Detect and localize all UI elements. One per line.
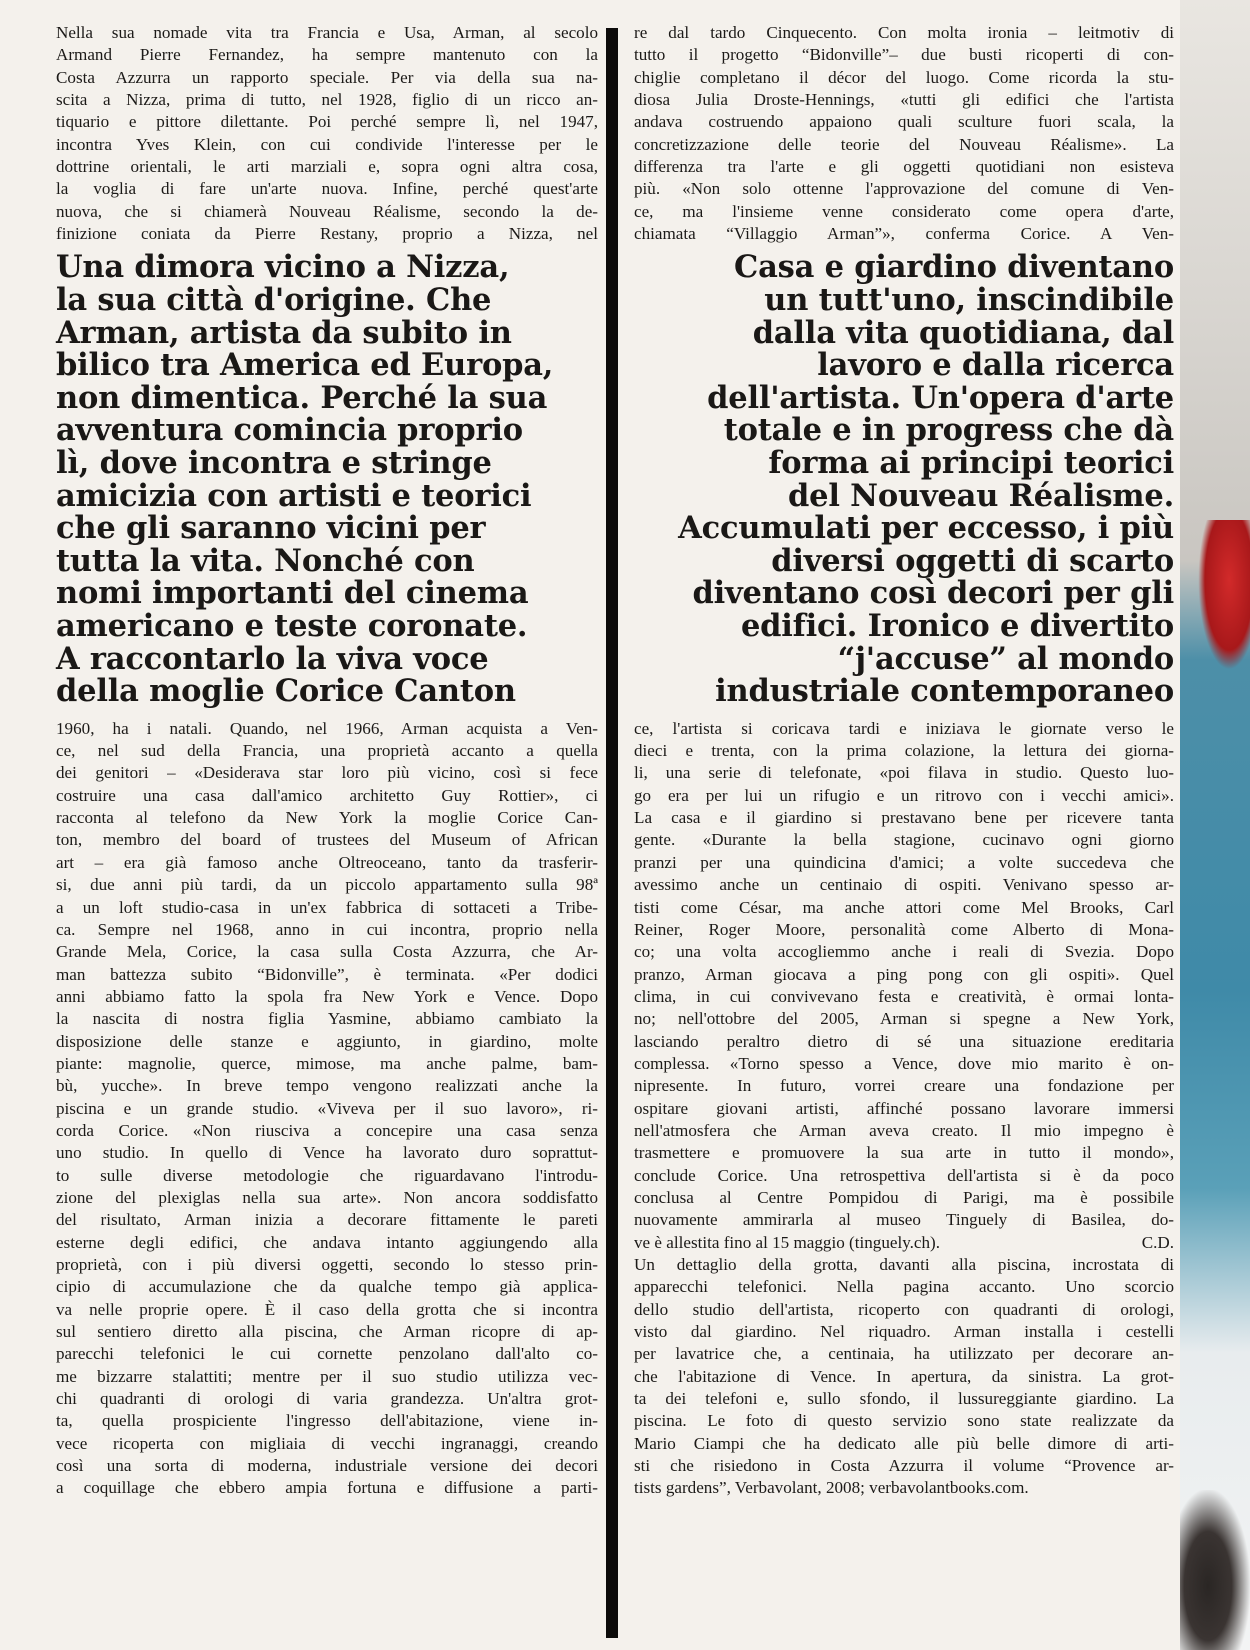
- text-line: ta dei telefoni e, sullo sfondo, il lussureggiante giardino. La: [634, 1389, 1174, 1409]
- text-line: vece ricoperta con migliaia di vecchi ingranaggi, creando: [56, 1433, 598, 1453]
- text-line: concretizzazione delle teorie del Nouveau Réalisme». La: [634, 134, 1174, 154]
- text-line: Costa Azzurra un rapporto speciale. Per via della sua na-: [56, 67, 598, 87]
- text-line: la voglia di fare un'arte nuova. Infine, perché quest'arte: [56, 179, 598, 199]
- pull-quote-line: dalla vita quotidiana, dal: [752, 314, 1174, 351]
- text-line: ce, nel sud della Francia, una proprietà accanto a quella: [56, 741, 598, 761]
- right-top-paragraph: [634, 22, 1174, 245]
- text-line: finizione coniata da Pierre Restany, proprio a Nizza, nel: [56, 224, 598, 244]
- text-line: differenza tra l'arte e gli oggetti quotidiani non esisteva: [634, 157, 1174, 177]
- text-line: tutto il progetto “Bidonville”– due busti ricoperti di con-: [634, 45, 1174, 65]
- pull-quote-line: lì, dove incontra e stringe: [56, 445, 492, 481]
- text-line: Armand Pierre Fernandez, ha sempre mantenuto con la: [56, 45, 598, 65]
- text-line: ta, quella prospiciente l'ingresso dell'abitazione, viene in-: [56, 1411, 598, 1431]
- text-line: nell'atmosfera che Arman aveva creato. Il mio impegno è: [634, 1120, 1174, 1140]
- text-line: dei genitori – «Desiderava star loro più vicino, così si fece: [56, 763, 598, 783]
- text-line: diosa Julia Droste-Hennings, «tutti gli edifici che l'artista: [634, 90, 1174, 110]
- text-line: a un loft studio-casa in un'ex fabbrica di sottaceti a Tribe-: [56, 897, 598, 917]
- pull-quote-line: non dimentica. Perché la sua: [56, 379, 548, 416]
- text-line: proprietà, con i più diversi oggetti, secondo lo stesso prin-: [56, 1255, 598, 1274]
- pull-quote-line: lavoro e dalla ricerca: [817, 347, 1174, 384]
- text-line: ospitare giovani artisti, affinché possano lavorare immersi: [634, 1098, 1174, 1118]
- text-line: co; una volta accogliemmo anche i reali di Svezia. Dopo: [634, 942, 1174, 962]
- text-line: va nelle proprie opere. È il caso della grotta che si incontra: [56, 1299, 598, 1319]
- right-bottom-paragraph: [634, 718, 1174, 1232]
- text-line: cipio di accumulazione che da qualche tempo già applica-: [56, 1277, 598, 1297]
- text-line: Nella sua nomade vita tra Francia e Usa, Arman, al secolo: [56, 23, 598, 42]
- left-column: [56, 22, 598, 1500]
- text-line: chiamata “Villaggio Arman”», conferma Corice. A Ven-: [634, 224, 1174, 244]
- text-line: così una sorta di moderna, industriale versione dei decori: [56, 1456, 598, 1476]
- pull-quote-line: diversi oggetti di scarto: [771, 542, 1174, 579]
- text-line: avessimo anche un centinaio di ospiti. Venivano spesso ar-: [634, 875, 1174, 895]
- text-line: 1960, ha i natali. Quando, nel 1966, Arman acquista a Ven-: [56, 718, 598, 738]
- text-line: costruire una casa dall'amico architetto Guy Rottier», ci: [56, 785, 598, 805]
- text-line: pranzo, Arman giocava a ping pong con gli ospiti». Quel: [634, 964, 1174, 984]
- text-line: sul sentiero diretto alla piscina, che Arman ricopre di ap-: [56, 1322, 598, 1342]
- text-line: Grande Mela, Corice, la casa sulla Costa Azzurra, che Ar-: [56, 942, 598, 962]
- text-line: gente. «Durante la bella stagione, cucinavo ogni giorno: [634, 830, 1174, 850]
- pull-quote-line: Arman, artista da subito in: [56, 314, 512, 351]
- text-line: ce, ma l'insieme venne considerato come opera d'arte,: [634, 201, 1174, 221]
- text-line: che l'abitazione di Vence. In apertura, da sinistra. La grot-: [634, 1366, 1174, 1386]
- pull-quote-line: tutta la vita. Nonché con: [56, 542, 475, 579]
- pull-quote-line: edifici. Ironico e divertito: [740, 607, 1174, 644]
- text-line: racconta al telefono da New York la moglie Corice Can-: [56, 808, 598, 828]
- text-line: esterne degli edifici, che andava intanto aggiungendo alla: [56, 1232, 598, 1252]
- text-line: art – era già famoso anche Oltreoceano, tanto da trasferir-: [56, 852, 598, 872]
- text-line: chiglie completano il décor del luogo. Come ricorda la stu-: [634, 67, 1174, 87]
- column-divider-rule: [606, 28, 618, 1638]
- pull-quote-line: A raccontarlo la viva voce: [56, 640, 489, 677]
- text-line: disposizione delle stanze e aggiunto, in giardino, molte: [56, 1031, 598, 1051]
- text-line: ca. Sempre nel 1968, anno in cui incontra, proprio nella: [56, 919, 598, 939]
- left-top-paragraph: [56, 22, 598, 245]
- closing-line: [634, 1232, 1174, 1254]
- pull-quote-line: amicizia con artisti e teorici: [56, 477, 532, 514]
- pull-quote-line: forma ai principi teorici: [768, 445, 1174, 481]
- text-line: bù, yucche». In breve tempo vengono realizzati anche la: [56, 1076, 598, 1096]
- pull-quote-line: dell'artista. Un'opera d'arte: [707, 379, 1174, 416]
- text-line: tists gardens”, Verbavolant, 2008; verbavolantbooks.com.: [634, 1478, 1029, 1498]
- left-bottom-paragraph: [56, 718, 598, 1500]
- text-line: man battezza subito “Bidonville”, è terminata. «Per dodici: [56, 964, 598, 984]
- text-line: pranzi per una quindicina d'amici; a volte succedeva che: [634, 852, 1174, 872]
- text-line: chi quadranti di orologi di varia grandezza. Un'altra grot-: [56, 1389, 598, 1409]
- adjacent-photo-strip: [1180, 0, 1250, 1650]
- text-line: tiquario e pittore dilettante. Poi perché sempre lì, nel 1947,: [56, 112, 598, 132]
- pull-quote-line: del Nouveau Réalisme.: [788, 477, 1174, 514]
- text-line: sti che risiedono in Costa Azzurra il volume “Provence ar-: [634, 1456, 1174, 1476]
- pull-quote-line: americano e teste coronate.: [56, 607, 528, 644]
- pull-quote-line: della moglie Corice Canton: [56, 673, 516, 710]
- photo-dark-object: [1180, 1490, 1250, 1650]
- pull-quote-line: un tutt'uno, inscindibile: [764, 282, 1174, 319]
- text-line: Reiner, Roger Moore, personalità come Alberto di Mona-: [634, 919, 1174, 939]
- text-line: zione del plexiglas nella sua arte». Non ancora soddisfatto: [56, 1187, 598, 1207]
- pull-quote-line: Casa e giardino diventano: [734, 249, 1174, 286]
- text-line: del risultato, Arman inizia a decorare fittamente le pareti: [56, 1210, 598, 1230]
- text-line: piscina. Le foto di questo servizio sono state realizzate da: [634, 1411, 1174, 1431]
- text-line: corda Corice. «Non riusciva a concepire una casa senza: [56, 1120, 598, 1140]
- pull-quote-line: Accumulati per eccesso, i più: [678, 510, 1174, 547]
- pull-quote-line: bilico tra America ed Europa,: [56, 347, 554, 384]
- text-line: trasmettere e promuovere la sua arte in tutto il mondo»,: [634, 1143, 1174, 1163]
- pull-quote-line: “j'accuse” al mondo: [837, 640, 1174, 677]
- right-pull-quote: [634, 249, 1174, 710]
- text-line: to sulle diverse metodologie che riguardavano l'introdu-: [56, 1165, 598, 1185]
- closing-text: ve è allestita fino al 15 maggio (tinguely.ch).: [634, 1232, 941, 1252]
- text-line: Mario Ciampi che ha dedicato alle più belle dimore di arti-: [634, 1433, 1174, 1453]
- text-line: piante: magnolie, querce, mimose, ma anche palme, bam-: [56, 1053, 598, 1073]
- text-line: uno studio. In quello di Vence ha lavorato duro soprattut-: [56, 1143, 598, 1163]
- text-line: più. «Non solo ottenne l'approvazione del comune di Ven-: [634, 179, 1174, 199]
- pull-quote-line: la sua città d'origine. Che: [56, 282, 492, 319]
- text-line: andava costruendo appaiono quali sculture fuori scala, la: [634, 112, 1174, 132]
- text-line: per lavatrice che, a centinaia, ha utilizzato per decorare an-: [634, 1344, 1174, 1364]
- pull-quote-line: che gli saranno vicini per: [56, 510, 486, 547]
- photo-red-object: [1198, 520, 1250, 670]
- text-line: nipresente. In futuro, vorrei creare una fondazione per: [634, 1076, 1174, 1096]
- text-line: re dal tardo Cinquecento. Con molta ironia – leitmotiv di: [634, 23, 1174, 42]
- text-line: incontra Yves Klein, con cui condivide l'interesse per le: [56, 134, 598, 154]
- text-line: ton, membro del board of trustees del Museum of African: [56, 830, 598, 850]
- text-line: La casa e il giardino si prestavano bene per ricevere tanta: [634, 808, 1174, 828]
- text-line: conclusa al Centre Pompidou di Parigi, ma è possibile: [634, 1187, 1174, 1207]
- pull-quote-line: avventura comincia proprio: [56, 412, 523, 449]
- author-signature: C.D.: [1141, 1232, 1174, 1252]
- text-line: parecchi telefonici le cui cornette penzolano dall'alto co-: [56, 1344, 598, 1364]
- text-line: nuova, che si chiamerà Nouveau Réalisme, secondo la de-: [56, 201, 598, 221]
- text-line: si, due anni più tardi, da un piccolo appartamento sulla 98ª: [56, 875, 598, 895]
- text-line: ce, l'artista si coricava tardi e iniziava le giornate verso le: [634, 718, 1174, 738]
- text-line: go era per lui un rifugio e un ritrovo con i vecchi amici».: [634, 785, 1174, 805]
- left-pull-quote: [56, 249, 598, 710]
- text-line: conclude Corice. Una retrospettiva dell'artista si è da poco: [634, 1165, 1174, 1185]
- right-column: [634, 22, 1174, 1500]
- pull-quote-line: diventano così decori per gli: [692, 575, 1174, 612]
- photo-caption: [634, 1254, 1174, 1500]
- text-line: no; nell'ottobre del 2005, Arman si spegne a New York,: [634, 1009, 1174, 1029]
- text-line: dieci e trenta, con la prima colazione, la lettura dei giorna-: [634, 741, 1174, 761]
- pull-quote-line: Una dimora vicino a Nizza,: [56, 249, 510, 286]
- text-line: visto dal giardino. Nel riquadro. Arman installa i cestelli: [634, 1322, 1174, 1342]
- text-line: dottrine orientali, le arti marziali e, sopra ogni altra cosa,: [56, 157, 598, 177]
- text-line: lasciando peraltro dietro di sé una situazione ereditaria: [634, 1031, 1174, 1051]
- text-line: piscina e un grande studio. «Viveva per il suo lavoro», ri-: [56, 1098, 598, 1118]
- text-line: me bizzarre stalattiti; mentre per il suo studio utilizza vec-: [56, 1366, 598, 1386]
- text-line: li, una serie di telefonate, «poi filava in studio. Questo luo-: [634, 763, 1174, 783]
- text-line: apparecchi telefonici. Nella pagina accanto. Uno scorcio: [634, 1277, 1174, 1297]
- text-line: a coquillage che ebbero ampia fortuna e diffusione a parti-: [56, 1478, 598, 1498]
- pull-quote-line: totale e in progress che dà: [723, 412, 1174, 449]
- text-line: clima, in cui convivevano festa e creatività, è ormai lonta-: [634, 986, 1174, 1006]
- pull-quote-line: nomi importanti del cinema: [56, 575, 529, 612]
- text-line: scita a Nizza, prima di tutto, nel 1928, figlio di un ricco an-: [56, 90, 598, 110]
- text-line: Un dettaglio della grotta, davanti alla piscina, incrostata di: [634, 1255, 1174, 1274]
- text-line: complessa. «Torno spesso a Vence, dove mio marito è on-: [634, 1053, 1174, 1073]
- text-line: tisti come César, ma anche attori come Mel Brooks, Carl: [634, 897, 1174, 917]
- text-line: anni abbiamo fatto la spola fra New York e Vence. Dopo: [56, 986, 598, 1006]
- text-line: dello studio dell'artista, ricoperto con quadranti di orologi,: [634, 1299, 1174, 1319]
- pull-quote-line: industriale contemporaneo: [715, 673, 1174, 710]
- text-line: nuovamente ammirarla al museo Tinguely di Basilea, do-: [634, 1210, 1174, 1230]
- text-line: la nascita di nostra figlia Yasmine, abbiamo cambiato la: [56, 1009, 598, 1029]
